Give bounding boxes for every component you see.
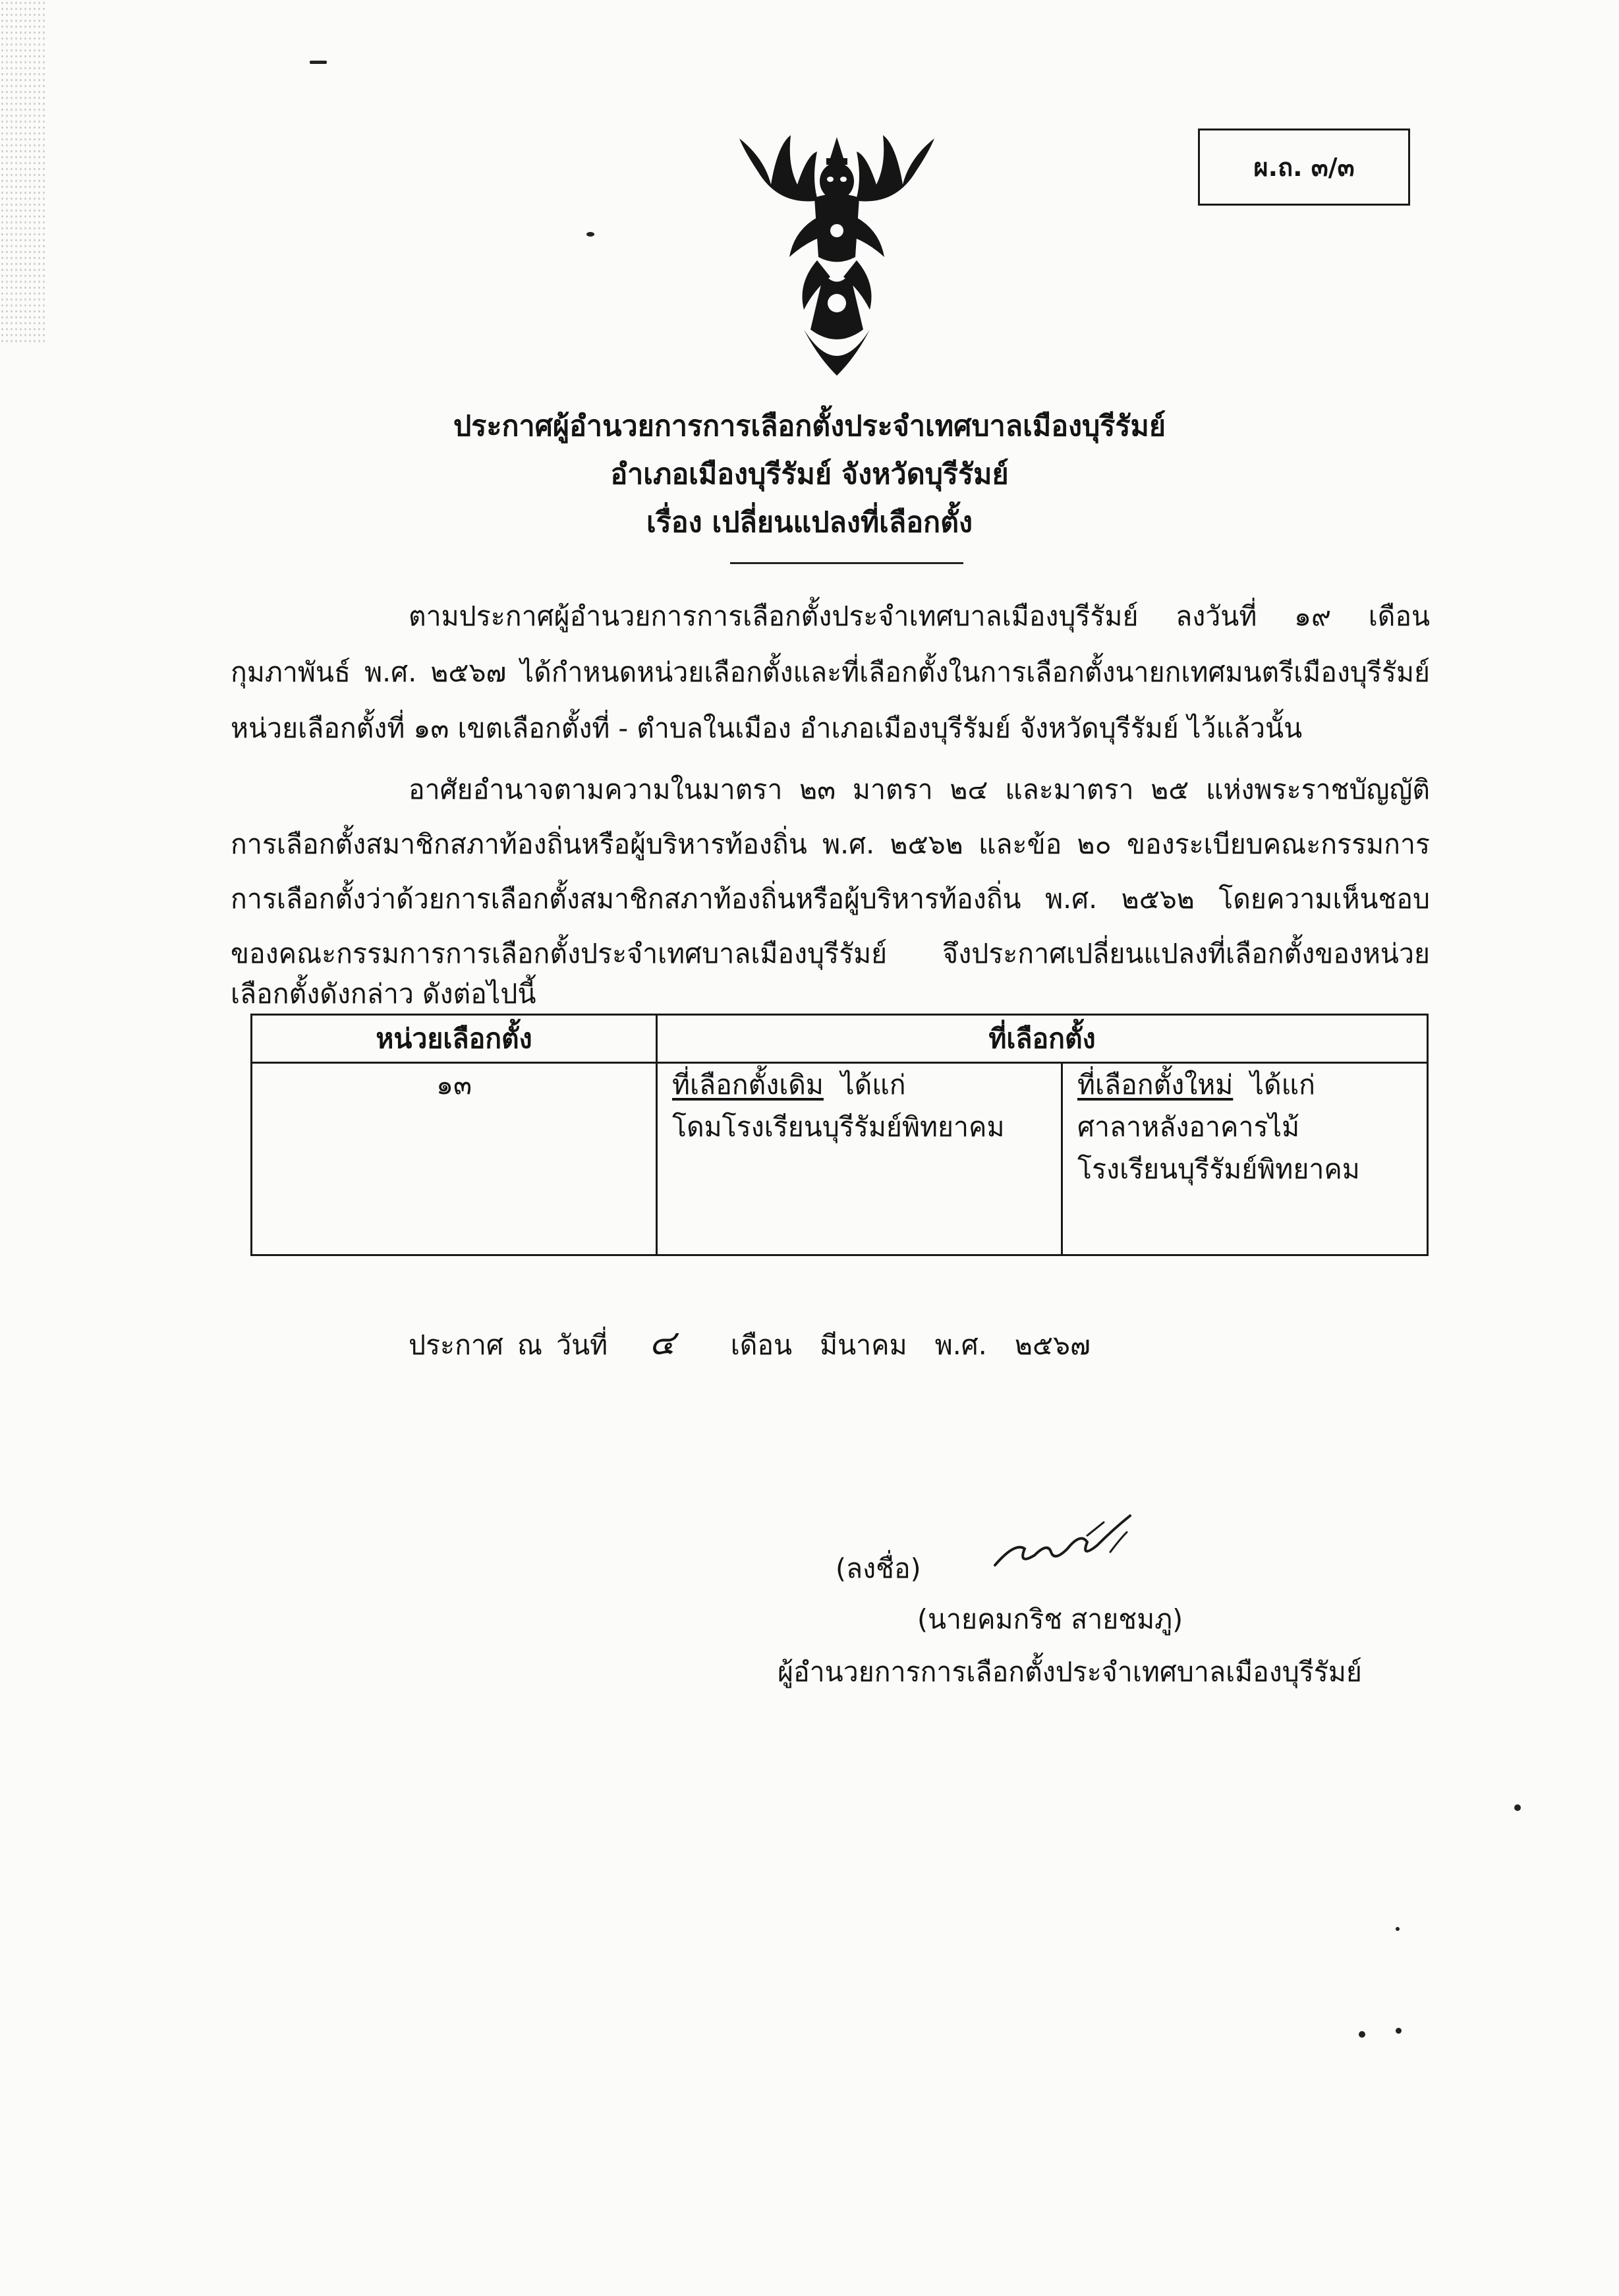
announce-day: ๔ (649, 1323, 675, 1363)
polling-station-table (250, 1014, 1429, 1256)
paragraph2-line: การเลือกตั้งสมาชิกสภาท้องถิ่นหรือผู้บริหารท้องถิ่น พ.ศ. ๒๕๖๒ และข้อ ๒๐ ของระเบียบคณะกรรมการ (231, 828, 1430, 860)
scan-speck (1359, 2031, 1365, 2038)
heading-divider (730, 562, 963, 564)
cell-new-location (1062, 1063, 1428, 1255)
signatory-title: ผู้อำนวยการการเลือกตั้งประจำเทศบาลเมืองบุรีรัมย์ (778, 1656, 1362, 1688)
new-location-suffix: ได้แก่ (1250, 1069, 1315, 1101)
scan-speck (310, 61, 327, 64)
paragraph2-line: อาศัยอำนาจตามความในมาตรา ๒๓ มาตรา ๒๔ และมาตรา ๒๕ แห่งพระราชบัญญัติ (409, 774, 1430, 805)
announce-month-label: เดือน (730, 1329, 793, 1361)
unit-number: ๑๓ (436, 1069, 472, 1101)
announcement-date (409, 1315, 1091, 1369)
scan-speck (1514, 1804, 1521, 1811)
new-location-place-1: ศาลาหลังอาคารไม้ (1077, 1111, 1300, 1143)
paragraph1-line: หน่วยเลือกตั้งที่ ๑๓ เขตเลือกตั้งที่ - ตำบลในเมือง อำเภอเมืองบุรีรัมย์ จังหวัดบุรีรัมย์ ไว้แล้วนั้น (231, 712, 1303, 744)
scan-speck (1396, 2028, 1402, 2034)
scan-noise (0, 0, 46, 343)
announce-year-label: พ.ศ. (934, 1329, 987, 1361)
paragraph2-line: ของคณะกรรมการการเลือกตั้งประจำเทศบาลเมืองบุรีรัมย์ จึงประกาศเปลี่ยนแปลงที่เลือกตั้งของหน่วย (231, 938, 1430, 969)
new-location-heading (1063, 1064, 1427, 1106)
old-location-heading (658, 1064, 1061, 1106)
paragraph2-line: การเลือกตั้งว่าด้วยการเลือกตั้งสมาชิกสภาท้องถิ่นหรือผู้บริหารท้องถิ่น พ.ศ. ๒๕๖๒ โดยความเห็นชอบ (231, 883, 1430, 915)
new-location-label: ที่เลือกตั้งใหม่ (1077, 1069, 1234, 1101)
old-location-suffix: ได้แก่ (841, 1069, 906, 1101)
cell-unit-number (252, 1063, 657, 1255)
header-polling-location: ที่เลือกตั้ง (657, 1015, 1428, 1063)
garuda-emblem-icon (731, 132, 942, 382)
table-row (252, 1063, 1428, 1255)
heading-district: อำเภอเมืองบุรีรัมย์ จังหวัดบุรีรัมย์ (610, 458, 1009, 491)
paragraph2-line: เลือกตั้งดังกล่าว ดังต่อไปนี้ (231, 978, 536, 1010)
form-code-box (1198, 129, 1410, 206)
announce-prefix: ประกาศ ณ วันที่ (409, 1329, 608, 1361)
scan-speck (586, 232, 594, 237)
announce-year: ๒๕๖๗ (1014, 1329, 1091, 1361)
new-location-place-2: โรงเรียนบุรีรัมย์พิทยาคม (1077, 1153, 1360, 1185)
signatory-name: (นายคมกริช สายชมภู) (917, 1603, 1183, 1635)
old-location-label: ที่เลือกตั้งเดิม (672, 1069, 824, 1101)
announce-month: มีนาคม (820, 1329, 907, 1361)
header-polling-unit: หน่วยเลือกตั้ง (252, 1015, 657, 1063)
signature-label: (ลงชื่อ) (836, 1553, 921, 1584)
paragraph1-line: กุมภาพันธ์ พ.ศ. ๒๕๖๗ ได้กำหนดหน่วยเลือกตั้งและที่เลือกตั้งในการเลือกตั้งนายกเทศมนตรีเมืองบุรีรัมย์ (231, 656, 1430, 688)
table-header-row (252, 1015, 1428, 1063)
cell-old-location (657, 1063, 1062, 1255)
scan-speck (1396, 1927, 1400, 1931)
old-location-place: โดมโรงเรียนบุรีรัมย์พิทยาคม (672, 1111, 1005, 1143)
heading-title: ประกาศผู้อำนวยการการเลือกตั้งประจำเทศบาลเมืองบุรีรัมย์ (453, 410, 1166, 443)
heading-subject: เรื่อง เปลี่ยนแปลงที่เลือกตั้ง (646, 506, 973, 539)
paragraph1-line: ตามประกาศผู้อำนวยการการเลือกตั้งประจำเทศบาลเมืองบุรีรัมย์ ลงวันที่ ๑๙ เดือน (409, 600, 1430, 632)
form-code: ผ.ถ. ๓/๓ (1253, 153, 1355, 182)
signature-icon (988, 1503, 1140, 1582)
